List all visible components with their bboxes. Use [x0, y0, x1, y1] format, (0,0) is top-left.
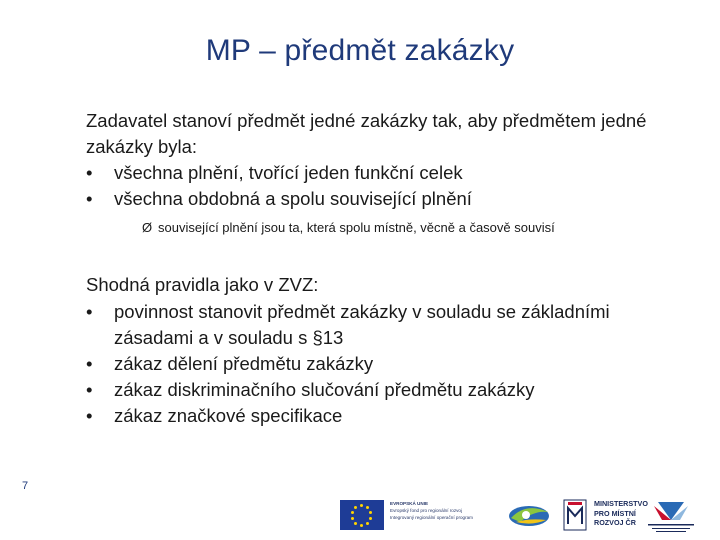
slide-content: [86, 108, 686, 429]
slide-title: MP – předmět zakázky: [205, 34, 515, 67]
footer-logos: [330, 494, 720, 540]
rules-bullet-list: [86, 299, 686, 429]
bullet-text: zákaz dělení předmětu zakázky: [114, 353, 374, 374]
list-item: [86, 160, 686, 186]
bullet-icon: •: [86, 188, 93, 209]
sub-bullet: [142, 218, 686, 238]
eu-funding-text: [390, 500, 510, 521]
eu-flag-icon: [340, 500, 384, 530]
rules-heading: Shodná pravidla jako v ZVZ:: [86, 274, 319, 295]
irop-swoosh-logo: [506, 500, 552, 530]
mmr-logo: [562, 498, 588, 532]
list-item: [86, 299, 686, 351]
bullet-icon: •: [86, 301, 93, 322]
eu-text-line: Integrovaný regionální operační program: [390, 515, 473, 520]
rules-section: [86, 272, 686, 429]
ministry-line: MINISTERSTVO: [594, 499, 648, 508]
bullet-text: zákaz značkové specifikace: [114, 405, 343, 426]
bullet-text: všechna obdobná a spolu související plnění: [114, 188, 472, 209]
arrow-bullet-icon: Ø: [142, 220, 153, 235]
intro-bullet-list: [86, 160, 686, 212]
cr-coordination-logo: [644, 498, 698, 534]
sub-bullet-text: související plnění jsou ta, která spolu místně, věcně a časově souvisí: [158, 220, 555, 235]
bullet-icon: •: [86, 353, 93, 374]
bullet-text: všechna plnění, tvořící jeden funkční celek: [114, 162, 463, 183]
ministry-line: PRO MÍSTNÍ: [594, 508, 636, 518]
bullet-icon: •: [86, 162, 93, 183]
list-item: [86, 351, 686, 377]
list-item: [86, 377, 686, 403]
eu-text-line: EVROPSKÁ UNIE: [390, 501, 429, 506]
ministry-line: ROZVOJ ČR: [594, 518, 636, 527]
bullet-text: povinnost stanovit předmět zakázky v souladu se základními zásadami a v souladu s §13: [114, 301, 610, 348]
slide-number: 7: [22, 480, 29, 492]
bullet-icon: •: [86, 379, 93, 400]
intro-paragraph: Zadavatel stanoví předmět jedné zakázky tak, aby předmětem jedné zakázky byla:: [86, 110, 647, 157]
list-item: [86, 403, 686, 429]
bullet-text: zákaz diskriminačního slučování předmětu zakázky: [114, 379, 535, 400]
ministry-name: [594, 499, 648, 528]
bullet-icon: •: [86, 405, 93, 426]
eu-text-line: Evropský fond pro regionální rozvoj: [390, 508, 463, 513]
list-item: [86, 186, 686, 212]
